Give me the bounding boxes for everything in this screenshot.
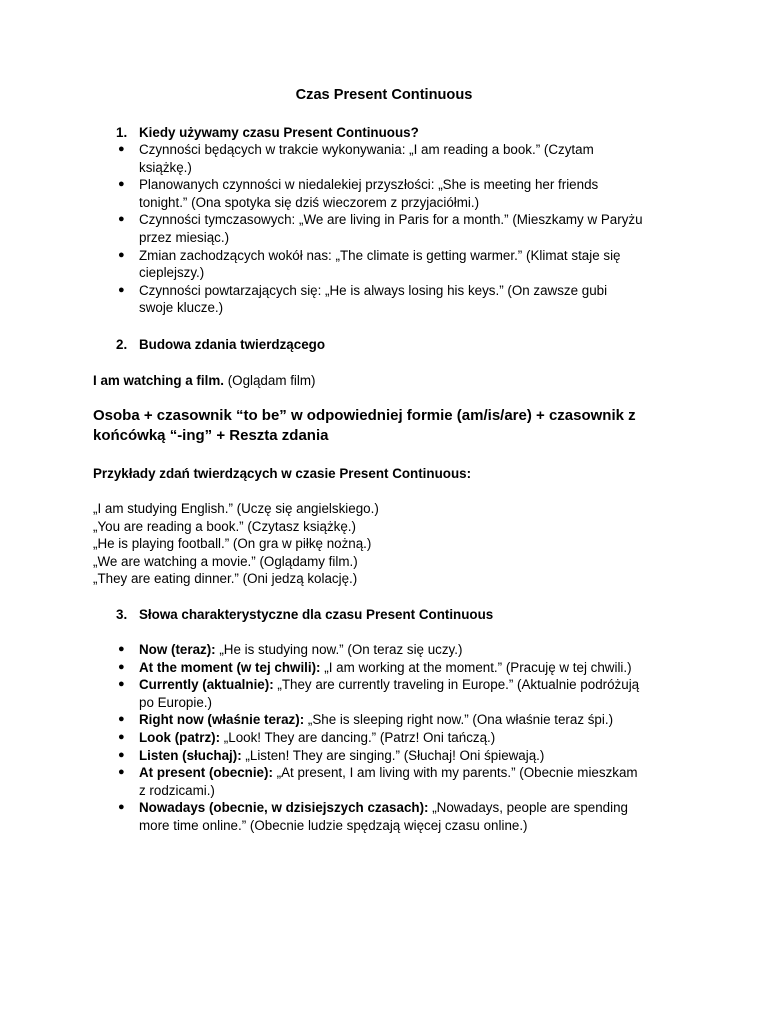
section-2-title: Budowa zdania twierdzącego — [139, 337, 326, 352]
examples-heading: Przykłady zdań twierdzących w czasie Present Continuous: — [93, 466, 472, 481]
bullet-icon: ● — [118, 713, 125, 726]
item-term: At the moment (w tej chwili): — [139, 659, 321, 675]
section-1-number: 1. — [116, 125, 128, 140]
item-line-2: z rodzicami.) — [139, 782, 215, 798]
section-1-list — [116, 141, 676, 317]
item-line-2: more time online.” (Obecnie ludzie spędzają więcej czasu online.) — [139, 817, 528, 833]
list-item — [116, 659, 676, 677]
bullet-icon: ● — [118, 143, 125, 155]
item-line-1: „I am working at the moment.” (Pracuję w tej chwili.) — [320, 659, 632, 675]
example-line: „We are watching a movie.” (Oglądamy film.) — [93, 553, 358, 569]
list-item — [116, 282, 676, 317]
list-item — [116, 711, 676, 729]
item-line-1: Planowanych czynności w niedalekiej przyszłości: „She is meeting her friends — [139, 177, 599, 193]
section-3-title: Słowa charakterystyczne dla czasu Present Continuous — [139, 607, 494, 622]
item-line-2: książkę.) — [139, 159, 192, 175]
bullet-icon: ● — [118, 748, 125, 761]
item-line-1: „At present, I am living with my parents.” (Obecnie mieszkam — [272, 765, 638, 781]
section-3-list — [116, 641, 676, 835]
item-line-1: Czynności powtarzających się: „He is always losing his keys.” (On zawsze gubi — [139, 282, 608, 298]
list-item — [116, 141, 676, 176]
example-sentence-english: I am watching a film. — [93, 373, 224, 388]
bullet-icon: ● — [118, 248, 125, 261]
item-line-1: Czynności będących w trakcie wykonywania: „I am reading a book.” (Czytam — [139, 142, 594, 157]
item-term: Listen (słuchaj): — [139, 747, 242, 763]
list-item — [116, 729, 676, 747]
item-line-1: Zmian zachodzących wokół nas: „The climate is getting warmer.” (Klimat staje się — [139, 247, 621, 263]
item-term: Now (teraz): — [139, 642, 216, 657]
bullet-icon: ● — [118, 213, 125, 226]
bullet-icon: ● — [118, 730, 125, 743]
example-sentence-translation: (Oglądam film) — [223, 373, 316, 388]
list-item — [116, 641, 676, 659]
list-item — [116, 747, 676, 765]
bullet-icon: ● — [118, 283, 125, 296]
item-line-1: „He is studying now.” (On teraz się uczy.) — [215, 642, 463, 657]
bullet-icon: ● — [118, 660, 125, 673]
item-line-2: swoje klucze.) — [139, 300, 224, 316]
bullet-icon: ● — [118, 801, 125, 814]
item-line-2: przez miesiąc.) — [139, 229, 230, 245]
bullet-icon: ● — [118, 766, 125, 779]
item-term: Look (patrz): — [139, 729, 221, 745]
item-term: Right now (właśnie teraz): — [139, 712, 305, 728]
item-term: Currently (aktualnie): — [139, 677, 274, 693]
item-line-2: tonight.” (Ona spotyka się dziś wieczorem z przyjaciółmi.) — [139, 194, 480, 210]
example-line: „I am studying English.” (Uczę się angielskiego.) — [93, 501, 379, 516]
example-line: „He is playing football.” (On gra w piłkę nożną.) — [93, 536, 372, 552]
list-item — [116, 764, 676, 799]
item-term: Nowadays (obecnie, w dzisiejszych czasach): — [139, 800, 429, 816]
list-item — [116, 211, 676, 246]
formula-line-2: końcówką “-ing” + Reszta zdania — [93, 427, 329, 444]
section-2-number: 2. — [116, 337, 128, 352]
bullet-icon: ● — [118, 643, 125, 655]
item-line-2: cieplejszy.) — [139, 265, 205, 281]
item-term: At present (obecnie): — [139, 765, 273, 781]
item-line-1: „Nowadays, people are spending — [428, 800, 628, 816]
list-item — [116, 676, 676, 711]
formula-line-1: Osoba + czasownik “to be” w odpowiedniej formie (am/is/are) + czasownik z — [93, 407, 636, 424]
bullet-icon: ● — [118, 678, 125, 691]
section-1-title: Kiedy używamy czasu Present Continuous? — [139, 125, 419, 140]
section-3-number: 3. — [116, 607, 128, 622]
example-line: „They are eating dinner.” (Oni jedzą kolację.) — [93, 571, 358, 587]
item-line-2: po Europie.) — [139, 694, 212, 710]
item-line-1: „Look! They are dancing.” (Patrz! Oni tańczą.) — [220, 729, 496, 745]
list-item — [116, 247, 676, 282]
item-line-1: „They are currently traveling in Europe.” (Aktualnie podróżują — [273, 677, 640, 693]
examples-list — [93, 500, 693, 588]
document-title: Czas Present Continuous — [295, 87, 473, 103]
list-item — [116, 799, 676, 834]
item-line-1: „Listen! They are singing.” (Słuchaj! Oni śpiewają.) — [241, 747, 545, 763]
list-item — [116, 176, 676, 211]
bullet-icon: ● — [118, 178, 125, 191]
sentence-formula — [93, 406, 693, 446]
item-line-1: „She is sleeping right now.” (Ona właśnie teraz śpi.) — [304, 712, 614, 728]
item-line-1: Czynności tymczasowych: „We are living in Paris for a month.” (Mieszkamy w Paryżu — [139, 212, 643, 228]
example-sentence — [93, 372, 693, 390]
example-line: „You are reading a book.” (Czytasz książkę.) — [93, 518, 356, 534]
